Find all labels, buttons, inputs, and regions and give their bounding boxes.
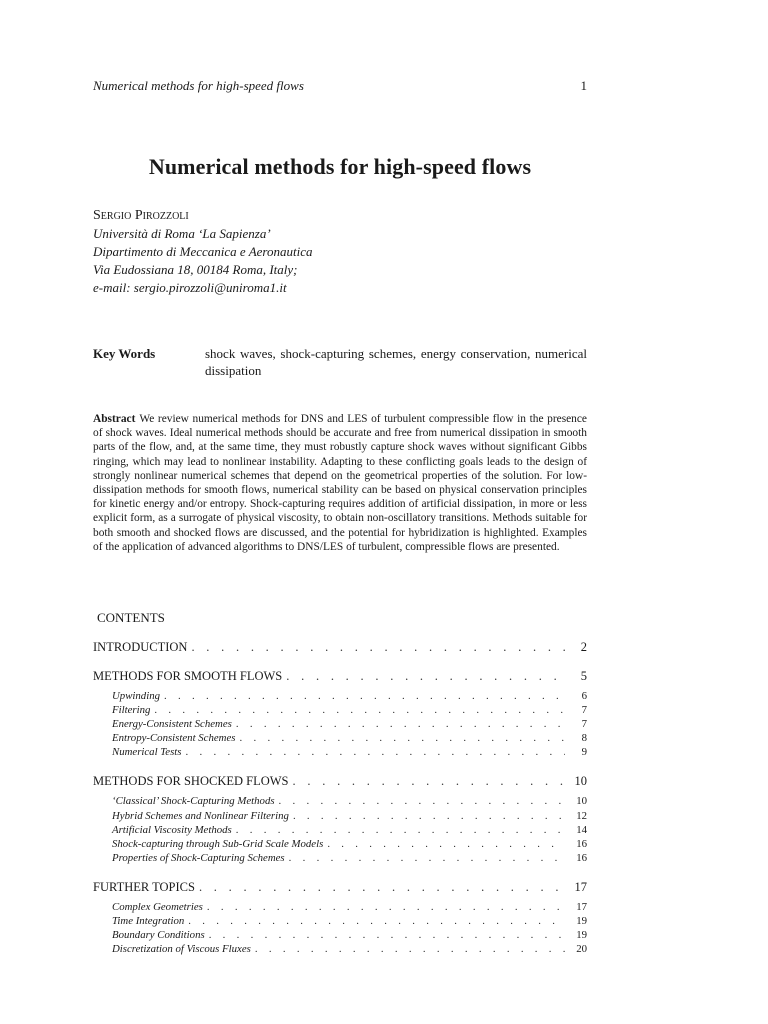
toc-section <box>93 880 587 957</box>
toc-subentry[interactable] <box>93 929 587 943</box>
toc-entry[interactable] <box>93 774 587 789</box>
toc-subentry-title: Upwinding <box>112 690 160 702</box>
toc-subentry-page: 12 <box>576 809 587 822</box>
toc-entry-page: 5 <box>580 669 587 683</box>
toc-entry-title: INTRODUCTION <box>93 640 188 654</box>
toc-subentry-page: 16 <box>576 837 587 850</box>
toc-subentry-title: Artificial Viscosity Methods <box>112 823 232 836</box>
toc-subentry-title: Numerical Tests <box>112 746 182 759</box>
toc-leader-dots <box>289 774 565 789</box>
toc-leader-dots <box>289 810 565 822</box>
toc-subentry[interactable] <box>93 732 587 746</box>
author-block <box>93 207 313 297</box>
toc-subentry-title: Shock-capturing through Sub-Grid Scale Models <box>112 837 324 850</box>
toc-leader-dots <box>275 795 565 807</box>
toc-subentry[interactable] <box>93 810 587 824</box>
toc-leader-dots <box>182 746 566 758</box>
toc-entry[interactable] <box>93 669 587 684</box>
toc-subentry-page: 9 <box>581 746 587 759</box>
abstract-block <box>93 412 587 554</box>
toc-leader-dots <box>285 852 565 864</box>
toc-leader-dots <box>323 838 565 850</box>
toc-subentry-title: Time Integration <box>112 915 185 928</box>
affiliation-line: Università di Roma ‘La Sapienza’ <box>93 226 271 241</box>
toc-leader-dots <box>187 640 565 655</box>
toc-subentry[interactable] <box>93 915 587 929</box>
running-head-title: Numerical methods for high-speed flows <box>93 78 304 93</box>
toc-leader-dots <box>195 880 565 895</box>
table-of-contents <box>93 640 587 971</box>
affiliation-line: Via Eudossiana 18, 00184 Roma, Italy; <box>93 262 298 277</box>
toc-subentry-page: 19 <box>576 915 587 928</box>
abstract-text: We review numerical methods for DNS and LES of turbulent compressible flow in the presence of shock waves. Ideal numerical methods should be accurate and free from numerical dissipation in smooth parts of the flow, and, at the same time, they must robustly capture shock waves without significant Gibbs ringing, which may lead to nonlinear instability. Adapting to these conflicting goals leads to the design of strongly nonlinear numerical schemes that depend on the geometrical properties of the solution. For low-dissipation methods for smooth flows, numerical stability can be based on physical conservation principles for kinetic energy and/or entropy. Shock-capturing requires addition of artificial dissipation, in more or less explicit form, as a surrogate of physical viscosity, to obtain non-oscillatory transitions. Methods suitable for both smooth and shocked flows are discussed, and the potential for hybridization is highlighted. Examples of the application of advanced algorithms to DNS/LES of turbulent, compressible flows are presented. <box>93 413 587 553</box>
toc-subentry-page: 10 <box>576 795 587 808</box>
running-head <box>93 78 587 94</box>
toc-leader-dots <box>203 901 565 913</box>
author-email: e-mail: sergio.pirozzoli@uniroma1.it <box>93 280 287 295</box>
toc-subentry[interactable] <box>93 718 587 732</box>
toc-subentry-page: 16 <box>576 851 587 864</box>
toc-subentry-page: 20 <box>576 943 587 956</box>
toc-entry-title: METHODS FOR SHOCKED FLOWS <box>93 774 289 789</box>
toc-subentry-title: Energy-Consistent Schemes <box>112 718 232 731</box>
contents-heading: CONTENTS <box>97 610 165 625</box>
toc-subentry-page: 17 <box>576 900 587 913</box>
toc-entry-title: METHODS FOR SMOOTH FLOWS <box>93 669 283 683</box>
toc-subentry[interactable] <box>93 852 587 866</box>
toc-section <box>93 669 587 760</box>
toc-subentry-page: 7 <box>581 718 587 731</box>
keywords-label: Key Words <box>93 346 156 361</box>
toc-subentry-title: Hybrid Schemes and Nonlinear Filtering <box>112 809 289 822</box>
toc-leader-dots <box>205 929 565 941</box>
toc-subentry[interactable] <box>93 746 587 760</box>
paper-title: Numerical methods for high-speed flows <box>148 154 532 179</box>
toc-entry-page: 17 <box>574 879 587 894</box>
toc-leader-dots <box>232 718 565 730</box>
toc-subentry[interactable] <box>93 690 587 704</box>
toc-leader-dots <box>160 690 565 702</box>
toc-section <box>93 774 587 865</box>
toc-subentry[interactable] <box>93 824 587 838</box>
toc-subentry-page: 19 <box>576 929 587 942</box>
author-name: Sergio Pirozzoli <box>93 208 189 223</box>
toc-section <box>93 640 587 655</box>
keywords-block <box>93 346 587 379</box>
toc-entry[interactable] <box>93 880 587 895</box>
toc-subentry[interactable] <box>93 795 587 809</box>
toc-subentry-title: Complex Geometries <box>112 900 203 913</box>
toc-leader-dots <box>235 732 565 744</box>
affiliation-line: Dipartimento di Meccanica e Aeronautica <box>93 244 313 259</box>
toc-subentry-title: ‘Classical’ Shock-Capturing Methods <box>112 795 275 808</box>
toc-entry-page: 2 <box>580 640 587 654</box>
page-number: 1 <box>580 78 587 93</box>
toc-subentry-title: Entropy-Consistent Schemes <box>112 732 236 745</box>
toc-subentry[interactable] <box>93 704 587 718</box>
toc-subentry[interactable] <box>93 838 587 852</box>
toc-subentry-page: 6 <box>581 690 587 702</box>
abstract-label: Abstract <box>93 413 136 425</box>
toc-subentry-page: 14 <box>576 823 587 836</box>
toc-subentry-title: Boundary Conditions <box>112 929 205 942</box>
toc-subentry-page: 8 <box>581 732 587 745</box>
toc-entry-title: FURTHER TOPICS <box>93 879 195 894</box>
toc-entry[interactable] <box>93 640 587 655</box>
toc-leader-dots <box>282 669 565 684</box>
keywords-text: shock waves, shock-capturing schemes, energy conservation, numerical dissipation <box>205 346 587 378</box>
toc-leader-dots <box>251 943 565 955</box>
toc-leader-dots <box>184 915 565 927</box>
toc-leader-dots <box>150 704 565 716</box>
toc-subentry[interactable] <box>93 943 587 957</box>
toc-subentry-page: 7 <box>581 704 587 717</box>
toc-subentry[interactable] <box>93 901 587 915</box>
toc-subentry-title: Properties of Shock-Capturing Schemes <box>112 851 285 864</box>
toc-subentry-title: Filtering <box>112 704 151 717</box>
toc-leader-dots <box>232 824 565 836</box>
toc-subentry-title: Discretization of Viscous Fluxes <box>112 943 251 956</box>
toc-entry-page: 10 <box>574 774 587 789</box>
